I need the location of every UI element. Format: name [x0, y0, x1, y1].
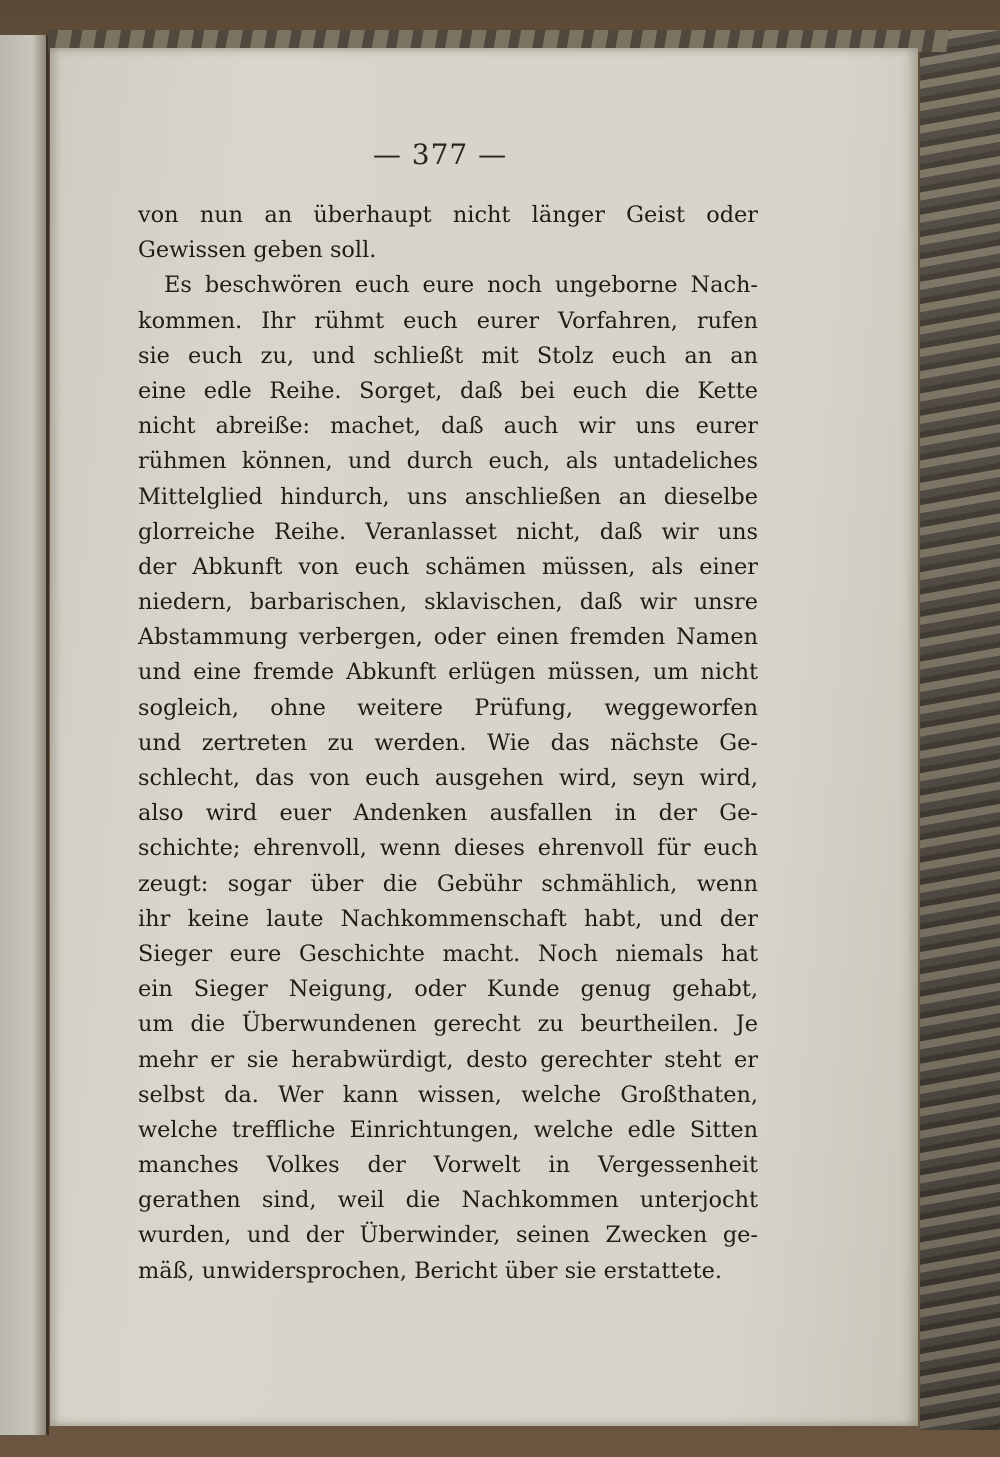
- text-line: Gewissen geben soll.: [138, 237, 377, 264]
- text-line: Sieger eure Geschichte macht. Noch niemals hat: [138, 940, 758, 967]
- text-line: von nun an überhaupt nicht länger Geist oder: [138, 202, 758, 228]
- text-line: zeugt: sogar über die Gebühr schmählich, wenn: [138, 870, 758, 897]
- text-line: schlecht, das von euch ausgehen wird, seyn wird,: [138, 765, 758, 791]
- text-line: ihr keine laute Nachkommenschaft habt, und der: [138, 905, 758, 932]
- text-line: der Abkunft von euch schämen müssen, als einer: [138, 553, 758, 580]
- page-number: — 377 —: [372, 138, 508, 171]
- text-line: Mittelglied hindurch, uns anschließen an dieselbe: [138, 483, 758, 510]
- text-line: sogleich, ohne weitere Prüfung, weggeworfen: [138, 694, 758, 721]
- text-line: schichte; ehrenvoll, wenn dieses ehrenvoll für euch: [138, 835, 758, 862]
- text-line: Es beschwören euch eure noch ungeborne Nach-: [164, 272, 758, 299]
- text-line: glorreiche Reihe. Veranlasset nicht, daß wir uns: [138, 518, 758, 545]
- text-line: welche treffliche Einrichtungen, welche edle Sitten: [138, 1116, 758, 1143]
- text-line: niedern, barbarischen, sklavischen, daß wir unsre: [138, 589, 758, 616]
- text-line: manches Volkes der Vorwelt in Vergessenheit: [138, 1152, 758, 1179]
- text-line: mäß, unwidersprochen, Bericht über sie erstattete.: [138, 1257, 722, 1284]
- book-page: [50, 48, 918, 1426]
- text-line: ein Sieger Neigung, oder Kunde genug gehabt,: [138, 976, 758, 1003]
- text-line: gerathen sind, weil die Nachkommen unterjocht: [138, 1187, 758, 1214]
- body-text: [138, 198, 758, 1289]
- text-line: sie euch zu, und schließt mit Stolz euch an an: [138, 342, 758, 369]
- text-line: also wird euer Andenken ausfallen in der Ge-: [138, 800, 758, 827]
- text-line: selbst da. Wer kann wissen, welche Großthaten,: [138, 1081, 758, 1108]
- text-line: um die Überwundenen gerecht zu beurtheilen. Je: [138, 1011, 758, 1038]
- text-line: und zertreten zu werden. Wie das nächste Ge-: [138, 729, 758, 756]
- text-line: kommen. Ihr rühmt euch eurer Vorfahren, rufen: [138, 307, 758, 334]
- facing-page-edge: [0, 35, 49, 1435]
- marbled-cover-edge: [920, 30, 1000, 1430]
- text-line: Abstammung verbergen, oder einen fremden Namen: [138, 624, 758, 651]
- text-line: nicht abreiße: machet, daß auch wir uns eurer: [138, 413, 758, 440]
- text-line: und eine fremde Abkunft erlügen müssen, um nicht: [138, 659, 758, 686]
- text-line: eine edle Reihe. Sorget, daß bei euch die Kette: [138, 377, 758, 404]
- text-line: mehr er sie herabwürdigt, desto gerechter steht er: [138, 1046, 758, 1073]
- text-line: wurden, und der Überwinder, seinen Zwecken ge-: [138, 1222, 758, 1249]
- text-line: rühmen können, und durch euch, als untadeliches: [138, 448, 758, 475]
